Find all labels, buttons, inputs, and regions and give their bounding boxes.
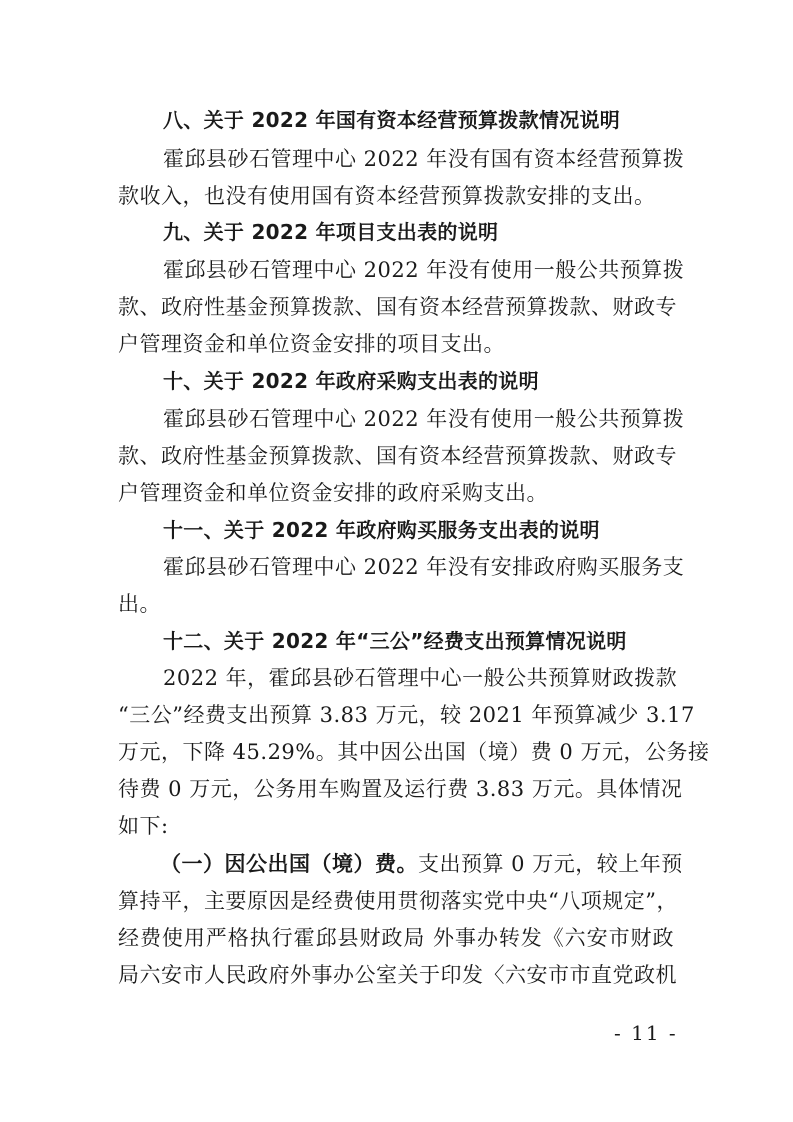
subsection-1-first-line (160, 850, 683, 878)
section-10-line-1: 霍邱县砂石管理中心 2022 年没有使用一般公共预算拨 (163, 407, 685, 431)
section-12-line-5: 如下: (118, 814, 169, 838)
section-10-heading: 十、关于 2022 年政府采购支出表的说明 (163, 369, 539, 393)
section-12-heading: 十二、关于 2022 年“三公”经费支出预算情况说明 (163, 629, 627, 653)
page-number: - 11 - (614, 1021, 678, 1045)
section-10-line-3: 户管理资金和单位资金安排的政府采购支出。 (118, 481, 548, 505)
section-8-line-2: 款收入，也没有使用国有资本经营预算拨款安排的支出。 (118, 184, 656, 208)
section-11-line-1: 霍邱县砂石管理中心 2022 年没有安排政府购买服务支 (163, 555, 685, 579)
section-11-line-2: 出。 (118, 592, 161, 616)
subsection-1-line-4: 局六安市人民政府外事办公室关于印发〈六安市市直党政机 (118, 963, 677, 987)
section-10-line-2: 款、政府性基金预算拨款、国有资本经营预算拨款、财政专 (118, 444, 677, 468)
section-9-line-3: 户管理资金和单位资金安排的项目支出。 (118, 332, 505, 356)
subsection-1-first-line-text: 支出预算 0 万元，较上年预 (418, 852, 683, 876)
subsection-1-line-2: 算持平，主要原因是经费使用贯彻落实党中央“八项规定”， (118, 889, 678, 913)
section-8-line-1: 霍邱县砂石管理中心 2022 年没有国有资本经营预算拨 (163, 147, 685, 171)
section-12-line-4: 待费 0 万元，公务用车购置及运行费 3.83 万元。具体情况 (118, 777, 683, 801)
subsection-1-heading: （一）因公出国（境）费。 (160, 852, 418, 876)
section-9-line-1: 霍邱县砂石管理中心 2022 年没有使用一般公共预算拨 (163, 258, 685, 282)
section-9-line-2: 款、政府性基金预算拨款、国有资本经营预算拨款、财政专 (118, 295, 677, 319)
subsection-1-line-3: 经费使用严格执行霍邱县财政局 外事办转发《六安市财政 (118, 926, 674, 950)
section-8-heading: 八、关于 2022 年国有资本经营预算拨款情况说明 (163, 108, 621, 132)
section-12-line-3: 万元，下降 45.29%。其中因公出国（境）费 0 万元，公务接 (118, 740, 710, 764)
section-12-line-2: “三公”经费支出预算 3.83 万元，较 2021 年预算减少 3.17 (118, 703, 695, 727)
section-11-heading: 十一、关于 2022 年政府购买服务支出表的说明 (163, 518, 600, 542)
section-12-line-1: 2022 年，霍邱县砂石管理中心一般公共预算财政拨款 (163, 666, 678, 690)
section-9-heading: 九、关于 2022 年项目支出表的说明 (163, 220, 499, 244)
